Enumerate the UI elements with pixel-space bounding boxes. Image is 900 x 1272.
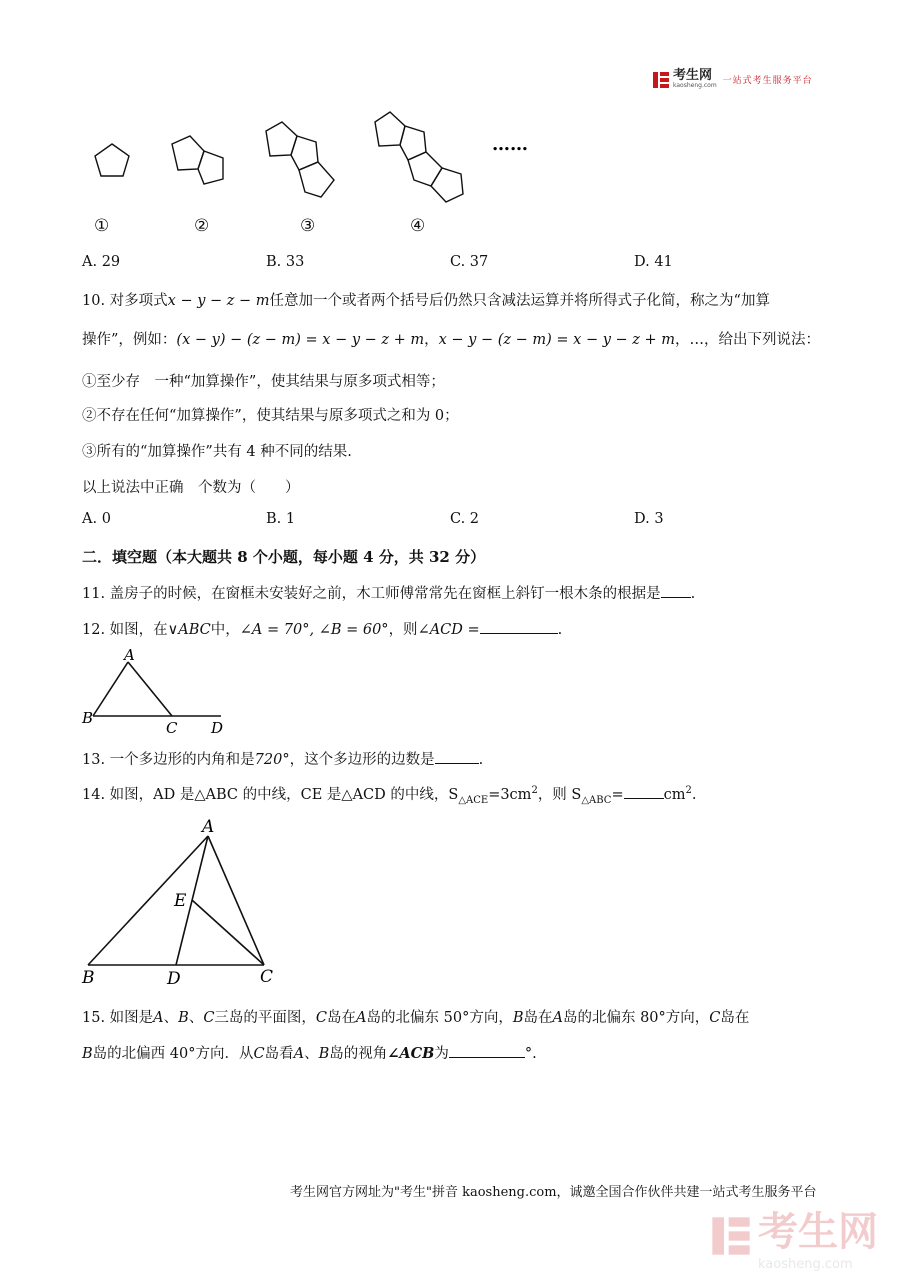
q12-label-a: A [124, 646, 135, 664]
q12-end: . [557, 622, 563, 638]
pentagon-fig2 [172, 136, 223, 184]
q15-b2: B [512, 1010, 524, 1026]
q14-unit: cm [663, 787, 686, 803]
logo-brand: 考生网 [673, 68, 713, 83]
q14-label-d: D [167, 969, 181, 989]
figure-label-4: ④ [410, 216, 426, 236]
q14-sub1: △ACE [458, 794, 489, 806]
header-logo [652, 70, 813, 89]
q10-line2-b: ，…，给出下列说法： [675, 332, 821, 348]
q10-statement-2: ②不存在任何“加算操作”，使其结果与原多项式之和为 0； [82, 408, 459, 424]
q15-l1b: 、 [163, 1010, 179, 1026]
q10-example-2: x − y − (z − m) = x − y − z + m [438, 332, 676, 348]
q15-angle: ∠ACB [387, 1045, 435, 1062]
q11-line [82, 582, 695, 603]
q10-intro: 对多项式 [109, 293, 168, 309]
q15-l1e: 岛在 [327, 1010, 357, 1026]
pentagon-sequence-figure [80, 100, 560, 240]
q12-label-d: D [211, 719, 224, 737]
q14-mid3: = [611, 787, 624, 803]
q10-option-a: A. 0 [82, 511, 111, 527]
q14-mid: =3cm [488, 787, 532, 803]
logo-domain: kaosheng.com [673, 82, 717, 89]
q11-end: . [690, 586, 696, 602]
q10-option-c: C. 2 [450, 511, 480, 527]
q15-l2a: 岛的北偏西 40°方向．从 [92, 1046, 254, 1062]
ellipsis: …… [492, 134, 528, 155]
q14-label-c: C [260, 967, 274, 987]
q13-value: 720° [254, 752, 290, 768]
q12-answer-blank[interactable] [480, 619, 558, 634]
q9-option-b: B. 33 [266, 254, 305, 270]
q15-a2: A [356, 1010, 367, 1026]
q12-label-c: C [166, 719, 178, 737]
q15-l1c: 、 [188, 1010, 204, 1026]
q14-sup2: 2 [685, 785, 692, 797]
q13-pre: 13. 一个多边形的内角和是 [82, 752, 255, 768]
q10-line2 [82, 328, 820, 349]
q15-b1: B [178, 1010, 189, 1026]
q10-line1 [82, 289, 770, 310]
q10-intro-rest: 任意加一个或者两个括号后仍然只含减法运算并将所得式子化简，称之为“加算 [269, 293, 770, 309]
q15-c2: C [315, 1010, 328, 1026]
q15-l1f: 岛的北偏东 50°方向， [366, 1010, 513, 1026]
watermark [710, 1200, 878, 1272]
q10-option-d: D. 3 [634, 511, 664, 527]
q10-line2-a: 操作”，例如： [82, 332, 177, 348]
section-2-title: 二．填空题（本大题共 8 个小题，每小题 4 分，共 32 分） [82, 548, 486, 566]
pentagon-fig4 [375, 112, 463, 202]
q10-question: 以上说法中正确 个数为（ ） [82, 480, 300, 496]
q15-l1a: 15. 如图是 [82, 1010, 154, 1026]
q14-pre: 14. 如图，AD 是△ABC 的中线，CE 是△ACD 的中线，S [82, 787, 459, 803]
q14-label-b: B [82, 968, 95, 988]
q13-post: ，这个多边形的边数是 [289, 752, 435, 768]
q12-condition: ∠A = 70°, ∠B = 60° [239, 622, 389, 638]
q15-l2e: 为 [434, 1046, 449, 1062]
q12-mid: 中， [210, 622, 240, 638]
q10-option-b: B. 1 [266, 511, 296, 527]
q15-c3: C [709, 1010, 721, 1026]
q15-b3: B [82, 1046, 93, 1062]
q15-l1h: 岛的北偏东 80°方向， [562, 1010, 710, 1026]
q15-l1d: 三岛的平面图， [214, 1010, 316, 1026]
q13-answer-blank[interactable] [435, 749, 479, 764]
q14-label-e: E [174, 891, 187, 911]
watermark-brand: 考生网 [758, 1209, 878, 1255]
q14-triangle-figure [78, 814, 284, 994]
watermark-domain: kaosheng.com [758, 1257, 853, 1272]
q13-line [82, 748, 483, 769]
watermark-logo-icon [710, 1215, 752, 1257]
q14-sup1: 2 [531, 785, 538, 797]
q15-a4: A [293, 1046, 305, 1062]
q15-l2b: 岛看 [264, 1046, 294, 1062]
q15-b4: B [318, 1046, 330, 1062]
q14-line [82, 783, 696, 806]
q12-line [82, 618, 562, 639]
q12-label-b: B [82, 709, 94, 727]
footer-text: 考生网官方网址为"考生"拼音 kaosheng.com，诚邀全国合作伙伴共建一站式考生服务平台 [290, 1185, 817, 1200]
q15-l2d: 岛的视角 [329, 1046, 388, 1062]
q14-label-a: A [202, 817, 215, 837]
pentagon-fig3 [266, 122, 334, 197]
q12-triangle-figure [80, 646, 240, 738]
q10-polynomial: x − y − z − m [167, 293, 270, 309]
figure-label-3: ③ [300, 216, 316, 236]
q15-c1: C [203, 1010, 215, 1026]
q15-line2 [82, 1042, 537, 1063]
q15-c4: C [253, 1046, 265, 1062]
q10-sep: ， [424, 332, 439, 348]
figure-label-2: ② [194, 216, 210, 236]
q12-triangle: ∨ABC [167, 622, 211, 638]
q14-answer-blank[interactable] [624, 784, 664, 799]
q10-statement-1: ①至少存 一种“加算操作”，使其结果与原多项式相等； [82, 374, 445, 390]
q12-ask: ，则 [388, 622, 418, 638]
q9-option-c: C. 37 [450, 254, 489, 270]
q15-a1: A [153, 1010, 164, 1026]
q15-l2c: 、 [304, 1046, 319, 1062]
q13-end: . [478, 752, 484, 768]
q12-pre: 12. 如图，在 [82, 622, 168, 638]
q11-text: 11. 盖房子的时候，在窗框未安装好之前，木工师傅常常先在窗框上斜钉一根木条的根据是 [82, 586, 661, 602]
q9-option-a: A. 29 [82, 254, 121, 270]
q9-option-d: D. 41 [634, 254, 673, 270]
q14-sub2: △ABC [581, 794, 612, 806]
figure-label-1: ① [94, 216, 110, 236]
q14-mid2: ，则 S [537, 787, 582, 803]
q11-answer-blank[interactable] [661, 583, 691, 598]
pentagon-fig1 [95, 144, 129, 176]
brand-logo-icon [652, 71, 670, 89]
q15-answer-blank[interactable] [449, 1043, 525, 1058]
q15-a3: A [552, 1010, 563, 1026]
q10-number: 10. [82, 293, 106, 309]
q15-line1 [82, 1006, 749, 1027]
q10-example-1: (x − y) − (z − m) = x − y − z + m [176, 332, 425, 348]
q15-end: °. [524, 1046, 537, 1062]
q14-end: . [691, 787, 697, 803]
q10-statement-3: ③所有的“加算操作”共有 4 种不同的结果. [82, 444, 352, 460]
q15-l1i: 岛在 [720, 1010, 750, 1026]
q12-target: ∠ACD = [417, 622, 480, 638]
q15-l1g: 岛在 [523, 1010, 553, 1026]
logo-slogan: 一站式考生服务平台 [722, 76, 813, 86]
